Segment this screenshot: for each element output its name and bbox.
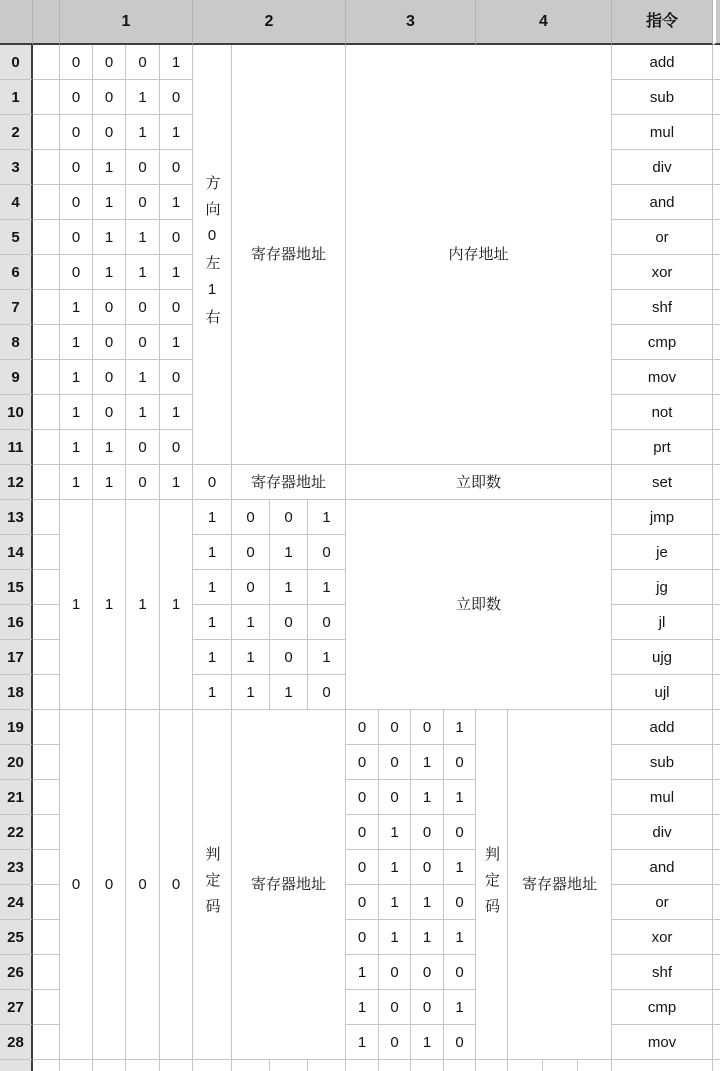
opcode-bit-cell[interactable]: 1 [160, 465, 193, 500]
empty-cell[interactable] [33, 430, 60, 465]
instruction-cell[interactable]: jl [612, 605, 713, 640]
instruction-cell[interactable]: ujl [612, 675, 713, 710]
empty-cell[interactable] [126, 1060, 160, 1071]
jump-code-bit-cell[interactable]: 1 [193, 675, 232, 710]
opcode-bit-cell[interactable]: 1 [160, 45, 193, 80]
jump-code-bit-cell[interactable]: 1 [193, 640, 232, 675]
empty-cell[interactable] [612, 1060, 713, 1071]
opcode-bit-cell[interactable]: 0 [60, 220, 93, 255]
row-header-cell[interactable]: 9 [0, 360, 33, 395]
alu-code-bit-cell[interactable]: 1 [411, 780, 444, 815]
opcode-bit-cell[interactable]: 0 [160, 290, 193, 325]
row-header-cell[interactable]: 4 [0, 185, 33, 220]
instruction-cell[interactable]: add [612, 710, 713, 745]
alu-code-bit-cell[interactable]: 0 [346, 780, 379, 815]
empty-cell[interactable] [543, 1060, 578, 1071]
column-header-1[interactable]: 1 [60, 0, 193, 45]
jump-code-bit-cell[interactable]: 0 [308, 605, 346, 640]
alu-code-bit-cell[interactable]: 0 [411, 990, 444, 1025]
empty-cell[interactable] [33, 815, 60, 850]
opcode-bit-cell[interactable]: 0 [160, 150, 193, 185]
alu-code-bit-cell[interactable]: 0 [411, 955, 444, 990]
opcode-bit-cell[interactable]: 1 [126, 255, 160, 290]
instruction-cell[interactable]: mov [612, 360, 713, 395]
empty-cell[interactable] [713, 920, 720, 955]
register-address-label[interactable]: 寄存器地址 [232, 465, 346, 500]
jump-code-bit-cell[interactable]: 0 [270, 500, 308, 535]
row-header-cell[interactable]: 0 [0, 45, 33, 80]
empty-cell[interactable] [33, 1060, 60, 1071]
opcode-bit-cell[interactable]: 1 [93, 255, 126, 290]
empty-cell[interactable] [713, 185, 720, 220]
instruction-cell[interactable]: not [612, 395, 713, 430]
empty-cell[interactable] [379, 1060, 411, 1071]
alu-code-bit-cell[interactable]: 0 [444, 745, 476, 780]
opcode-bit-cell[interactable]: 0 [160, 430, 193, 465]
alu-code-bit-cell[interactable]: 1 [379, 920, 411, 955]
empty-cell[interactable] [508, 1060, 543, 1071]
opcode-bit-cell[interactable]: 1 [93, 150, 126, 185]
jump-code-bit-cell[interactable]: 1 [232, 605, 270, 640]
jump-code-bit-cell[interactable]: 1 [270, 535, 308, 570]
row-header-cell[interactable]: 3 [0, 150, 33, 185]
opcode-bit-cell[interactable]: 0 [126, 290, 160, 325]
instruction-cell[interactable]: mul [612, 780, 713, 815]
opcode-bit-merged[interactable]: 1 [60, 500, 93, 710]
instruction-cell[interactable]: xor [612, 920, 713, 955]
empty-cell[interactable] [33, 745, 60, 780]
empty-cell[interactable] [270, 1060, 308, 1071]
opcode-bit-cell[interactable]: 0 [126, 465, 160, 500]
alu-code-bit-cell[interactable]: 1 [379, 815, 411, 850]
opcode-bit-cell[interactable]: 0 [93, 290, 126, 325]
jump-code-bit-cell[interactable]: 0 [232, 500, 270, 535]
alu-code-bit-cell[interactable]: 0 [379, 780, 411, 815]
column-header-2[interactable]: 2 [193, 0, 346, 45]
instruction-cell[interactable]: cmp [612, 325, 713, 360]
empty-cell[interactable] [713, 850, 720, 885]
opcode-bit-cell[interactable]: 0 [160, 80, 193, 115]
empty-cell[interactable] [713, 1060, 720, 1071]
opcode-bit-cell[interactable]: 0 [60, 150, 93, 185]
alu-code-bit-cell[interactable]: 0 [346, 920, 379, 955]
empty-cell[interactable] [33, 150, 60, 185]
row-header-cell[interactable]: 13 [0, 500, 33, 535]
opcode-bit-merged[interactable]: 1 [93, 500, 126, 710]
opcode-bit-merged[interactable]: 0 [160, 710, 193, 1060]
alu-code-bit-cell[interactable]: 1 [444, 710, 476, 745]
empty-cell[interactable] [308, 1060, 346, 1071]
empty-cell[interactable] [33, 360, 60, 395]
alu-code-bit-cell[interactable]: 1 [444, 920, 476, 955]
instruction-cell[interactable]: prt [612, 430, 713, 465]
opcode-bit-merged[interactable]: 1 [126, 500, 160, 710]
jump-code-bit-cell[interactable]: 1 [193, 535, 232, 570]
alu-code-bit-cell[interactable]: 0 [411, 850, 444, 885]
alu-code-bit-cell[interactable]: 0 [346, 815, 379, 850]
empty-cell[interactable] [33, 885, 60, 920]
opcode-bit-cell[interactable]: 0 [160, 220, 193, 255]
opcode-bit-cell[interactable]: 1 [93, 185, 126, 220]
opcode-bit-cell[interactable]: 0 [126, 150, 160, 185]
opcode-bit-cell[interactable]: 0 [126, 430, 160, 465]
opcode-bit-cell[interactable]: 0 [93, 115, 126, 150]
instruction-cell[interactable]: and [612, 185, 713, 220]
empty-cell[interactable] [33, 1025, 60, 1060]
instruction-cell[interactable]: or [612, 220, 713, 255]
alu-code-bit-cell[interactable]: 1 [379, 850, 411, 885]
alu-code-bit-cell[interactable]: 1 [346, 990, 379, 1025]
empty-cell[interactable] [33, 675, 60, 710]
empty-cell[interactable] [713, 885, 720, 920]
opcode-bit-merged[interactable]: 0 [126, 710, 160, 1060]
instruction-cell[interactable]: add [612, 45, 713, 80]
empty-cell[interactable] [713, 990, 720, 1025]
row-header-cell[interactable]: 27 [0, 990, 33, 1025]
jump-code-bit-cell[interactable]: 0 [308, 535, 346, 570]
opcode-bit-cell[interactable]: 1 [160, 255, 193, 290]
row-header-cell[interactable]: 17 [0, 640, 33, 675]
opcode-bit-cell[interactable]: 0 [93, 45, 126, 80]
opcode-bit-merged[interactable]: 0 [60, 710, 93, 1060]
empty-cell[interactable] [193, 1060, 232, 1071]
opcode-bit-cell[interactable]: 1 [60, 430, 93, 465]
jump-code-bit-cell[interactable]: 0 [270, 605, 308, 640]
empty-cell[interactable] [713, 500, 720, 535]
jump-code-bit-cell[interactable]: 1 [270, 570, 308, 605]
empty-cell[interactable] [713, 640, 720, 675]
opcode-bit-cell[interactable]: 1 [160, 185, 193, 220]
opcode-bit-merged[interactable]: 0 [93, 710, 126, 1060]
empty-cell[interactable] [33, 465, 60, 500]
opcode-bit-cell[interactable]: 1 [126, 220, 160, 255]
instruction-cell[interactable]: shf [612, 955, 713, 990]
opcode-bit-cell[interactable]: 0 [126, 325, 160, 360]
register-address-label[interactable]: 寄存器地址 [508, 710, 612, 1060]
empty-cell[interactable] [713, 605, 720, 640]
empty-cell[interactable] [33, 80, 60, 115]
row-header-cell[interactable]: 16 [0, 605, 33, 640]
instruction-cell[interactable]: jmp [612, 500, 713, 535]
opcode-bit-cell[interactable]: 1 [126, 115, 160, 150]
opcode-bit-cell[interactable]: 0 [93, 325, 126, 360]
register-address-label[interactable]: 寄存器地址 [232, 45, 346, 465]
empty-cell[interactable] [33, 220, 60, 255]
alu-code-bit-cell[interactable]: 1 [444, 780, 476, 815]
empty-cell[interactable] [411, 1060, 444, 1071]
empty-cell[interactable] [33, 535, 60, 570]
row-header-cell[interactable]: 26 [0, 955, 33, 990]
row-header-cell[interactable]: 7 [0, 290, 33, 325]
row-header-cell[interactable]: 6 [0, 255, 33, 290]
opcode-bit-cell[interactable]: 0 [126, 45, 160, 80]
alu-code-bit-cell[interactable]: 0 [379, 990, 411, 1025]
instruction-cell[interactable]: div [612, 150, 713, 185]
row-header-cell[interactable]: 28 [0, 1025, 33, 1060]
row-header-cell[interactable]: 15 [0, 570, 33, 605]
alu-code-bit-cell[interactable]: 1 [411, 920, 444, 955]
empty-cell[interactable] [33, 395, 60, 430]
empty-cell[interactable] [713, 255, 720, 290]
empty-cell[interactable] [60, 1060, 93, 1071]
alu-code-bit-cell[interactable]: 1 [444, 990, 476, 1025]
empty-cell[interactable] [33, 255, 60, 290]
empty-cell[interactable] [33, 570, 60, 605]
empty-cell[interactable] [33, 955, 60, 990]
opcode-bit-cell[interactable]: 1 [126, 360, 160, 395]
row-header-cell[interactable]: 14 [0, 535, 33, 570]
empty-cell[interactable] [713, 780, 720, 815]
alu-code-bit-cell[interactable]: 0 [379, 710, 411, 745]
alu-code-bit-cell[interactable]: 0 [444, 815, 476, 850]
condition-code-label[interactable]: 判定码 [476, 710, 508, 1060]
opcode-bit-cell[interactable]: 0 [60, 80, 93, 115]
row-header-cell[interactable]: 5 [0, 220, 33, 255]
instruction-cell[interactable]: set [612, 465, 713, 500]
opcode-bit-cell[interactable]: 0 [60, 185, 93, 220]
empty-cell[interactable] [713, 815, 720, 850]
column-header-blank[interactable] [33, 0, 60, 45]
instruction-cell[interactable]: jg [612, 570, 713, 605]
row-header-cell[interactable]: 11 [0, 430, 33, 465]
empty-cell[interactable] [713, 220, 720, 255]
instruction-cell[interactable]: mul [612, 115, 713, 150]
column-header-3[interactable]: 3 [346, 0, 476, 45]
empty-cell[interactable] [713, 80, 720, 115]
empty-cell[interactable] [713, 675, 720, 710]
instruction-cell[interactable]: je [612, 535, 713, 570]
alu-code-bit-cell[interactable]: 1 [411, 745, 444, 780]
alu-code-bit-cell[interactable]: 0 [444, 885, 476, 920]
opcode-bit-cell[interactable]: 1 [126, 395, 160, 430]
jump-code-bit-cell[interactable]: 0 [270, 640, 308, 675]
alu-code-bit-cell[interactable]: 0 [346, 885, 379, 920]
alu-code-bit-cell[interactable]: 1 [411, 885, 444, 920]
empty-cell[interactable] [713, 290, 720, 325]
instruction-cell[interactable]: or [612, 885, 713, 920]
row-header-cell[interactable]: 18 [0, 675, 33, 710]
opcode-bit-cell[interactable]: 0 [160, 360, 193, 395]
empty-cell[interactable] [578, 1060, 612, 1071]
jump-code-bit-cell[interactable]: 1 [308, 640, 346, 675]
instruction-cell[interactable]: div [612, 815, 713, 850]
alu-code-bit-cell[interactable]: 0 [379, 745, 411, 780]
empty-cell[interactable] [713, 710, 720, 745]
empty-cell[interactable] [0, 1060, 33, 1071]
instruction-cell[interactable]: mov [612, 1025, 713, 1060]
jump-code-bit-cell[interactable]: 1 [193, 570, 232, 605]
empty-cell[interactable] [232, 1060, 270, 1071]
alu-code-bit-cell[interactable]: 1 [346, 955, 379, 990]
instruction-cell[interactable]: ujg [612, 640, 713, 675]
opcode-bit-cell[interactable]: 0 [60, 255, 93, 290]
empty-cell[interactable] [713, 1025, 720, 1060]
jump-code-bit-cell[interactable]: 0 [232, 570, 270, 605]
row-header-cell[interactable]: 25 [0, 920, 33, 955]
jump-code-bit-cell[interactable]: 1 [232, 675, 270, 710]
jump-code-bit-cell[interactable]: 1 [308, 570, 346, 605]
empty-cell[interactable] [713, 45, 720, 80]
alu-code-bit-cell[interactable]: 0 [379, 1025, 411, 1060]
jump-code-bit-cell[interactable]: 1 [193, 605, 232, 640]
column-header-overflow[interactable] [713, 0, 720, 45]
empty-cell[interactable] [33, 605, 60, 640]
jump-code-bit-cell[interactable]: 0 [232, 535, 270, 570]
alu-code-bit-cell[interactable]: 0 [444, 955, 476, 990]
row-header-cell[interactable]: 20 [0, 745, 33, 780]
alu-code-bit-cell[interactable]: 0 [444, 1025, 476, 1060]
opcode-bit-cell[interactable]: 0 [126, 185, 160, 220]
immediate-label[interactable]: 立即数 [346, 465, 612, 500]
empty-cell[interactable] [33, 500, 60, 535]
row-header-cell[interactable]: 10 [0, 395, 33, 430]
opcode-bit-cell[interactable]: 0 [60, 115, 93, 150]
opcode-bit-cell[interactable]: 1 [93, 430, 126, 465]
row-header-cell[interactable]: 23 [0, 850, 33, 885]
opcode-bit-cell[interactable]: 1 [93, 465, 126, 500]
empty-cell[interactable] [33, 290, 60, 325]
empty-cell[interactable] [160, 1060, 193, 1071]
alu-code-bit-cell[interactable]: 1 [411, 1025, 444, 1060]
row-header-cell[interactable]: 21 [0, 780, 33, 815]
alu-code-bit-cell[interactable]: 1 [346, 1025, 379, 1060]
opcode-bit-cell[interactable]: 0 [60, 45, 93, 80]
instruction-cell[interactable]: xor [612, 255, 713, 290]
opcode-bit-cell[interactable]: 1 [160, 115, 193, 150]
instruction-cell[interactable]: and [612, 850, 713, 885]
jump-code-bit-cell[interactable]: 0 [308, 675, 346, 710]
alu-code-bit-cell[interactable]: 0 [346, 745, 379, 780]
jump-code-bit-cell[interactable]: 1 [232, 640, 270, 675]
empty-cell[interactable] [33, 850, 60, 885]
empty-cell[interactable] [713, 745, 720, 780]
empty-cell[interactable] [713, 535, 720, 570]
instruction-cell[interactable]: shf [612, 290, 713, 325]
empty-cell[interactable] [33, 990, 60, 1025]
jump-code-bit-cell[interactable]: 1 [270, 675, 308, 710]
opcode-bit-cell[interactable]: 1 [60, 360, 93, 395]
opcode-bit-cell[interactable]: 1 [60, 395, 93, 430]
row-header-cell[interactable]: 19 [0, 710, 33, 745]
row-header-cell[interactable]: 8 [0, 325, 33, 360]
opcode-bit-cell[interactable]: 1 [60, 325, 93, 360]
empty-cell[interactable] [33, 325, 60, 360]
opcode-bit-merged[interactable]: 1 [160, 500, 193, 710]
alu-code-bit-cell[interactable]: 1 [379, 885, 411, 920]
opcode-bit-cell[interactable]: 1 [60, 290, 93, 325]
empty-cell[interactable] [713, 395, 720, 430]
empty-cell[interactable] [33, 780, 60, 815]
empty-cell[interactable] [346, 1060, 379, 1071]
opcode-bit-cell[interactable]: 0 [93, 360, 126, 395]
row-header-cell[interactable]: 24 [0, 885, 33, 920]
column-header-4[interactable]: 4 [476, 0, 612, 45]
opcode-bit-cell[interactable]: 1 [160, 395, 193, 430]
instruction-cell[interactable]: sub [612, 80, 713, 115]
empty-cell[interactable] [476, 1060, 508, 1071]
empty-cell[interactable] [33, 920, 60, 955]
empty-cell[interactable] [33, 115, 60, 150]
empty-cell[interactable] [33, 45, 60, 80]
empty-cell[interactable] [713, 430, 720, 465]
row-header-cell[interactable]: 1 [0, 80, 33, 115]
direction-flag-value[interactable]: 0 [193, 465, 232, 500]
alu-code-bit-cell[interactable]: 0 [346, 850, 379, 885]
alu-code-bit-cell[interactable]: 1 [444, 850, 476, 885]
opcode-bit-cell[interactable]: 1 [60, 465, 93, 500]
row-header-cell[interactable]: 2 [0, 115, 33, 150]
column-header-instruction[interactable]: 指令 [612, 0, 713, 45]
row-header-cell[interactable]: 12 [0, 465, 33, 500]
direction-flag-label[interactable]: 方向0左1右 [193, 45, 232, 465]
empty-cell[interactable] [713, 115, 720, 150]
empty-cell[interactable] [713, 360, 720, 395]
opcode-bit-cell[interactable]: 1 [126, 80, 160, 115]
opcode-bit-cell[interactable]: 0 [93, 80, 126, 115]
empty-cell[interactable] [33, 185, 60, 220]
empty-cell[interactable] [93, 1060, 126, 1071]
row-header-cell[interactable]: 22 [0, 815, 33, 850]
alu-code-bit-cell[interactable]: 0 [411, 815, 444, 850]
empty-cell[interactable] [713, 150, 720, 185]
opcode-bit-cell[interactable]: 0 [93, 395, 126, 430]
empty-cell[interactable] [713, 325, 720, 360]
alu-code-bit-cell[interactable]: 0 [411, 710, 444, 745]
empty-cell[interactable] [713, 465, 720, 500]
memory-address-label[interactable]: 内存地址 [346, 45, 612, 465]
empty-cell[interactable] [33, 710, 60, 745]
empty-cell[interactable] [33, 640, 60, 675]
empty-cell[interactable] [713, 955, 720, 990]
corner-header-cell[interactable] [0, 0, 33, 45]
alu-code-bit-cell[interactable]: 0 [379, 955, 411, 990]
empty-cell[interactable] [713, 570, 720, 605]
instruction-cell[interactable]: sub [612, 745, 713, 780]
empty-cell[interactable] [444, 1060, 476, 1071]
opcode-bit-cell[interactable]: 1 [160, 325, 193, 360]
immediate-label[interactable]: 立即数 [346, 500, 612, 710]
instruction-cell[interactable]: cmp [612, 990, 713, 1025]
opcode-bit-cell[interactable]: 1 [93, 220, 126, 255]
jump-code-bit-cell[interactable]: 1 [308, 500, 346, 535]
condition-code-label[interactable]: 判定码 [193, 710, 232, 1060]
jump-code-bit-cell[interactable]: 1 [193, 500, 232, 535]
register-address-label[interactable]: 寄存器地址 [232, 710, 346, 1060]
alu-code-bit-cell[interactable]: 0 [346, 710, 379, 745]
